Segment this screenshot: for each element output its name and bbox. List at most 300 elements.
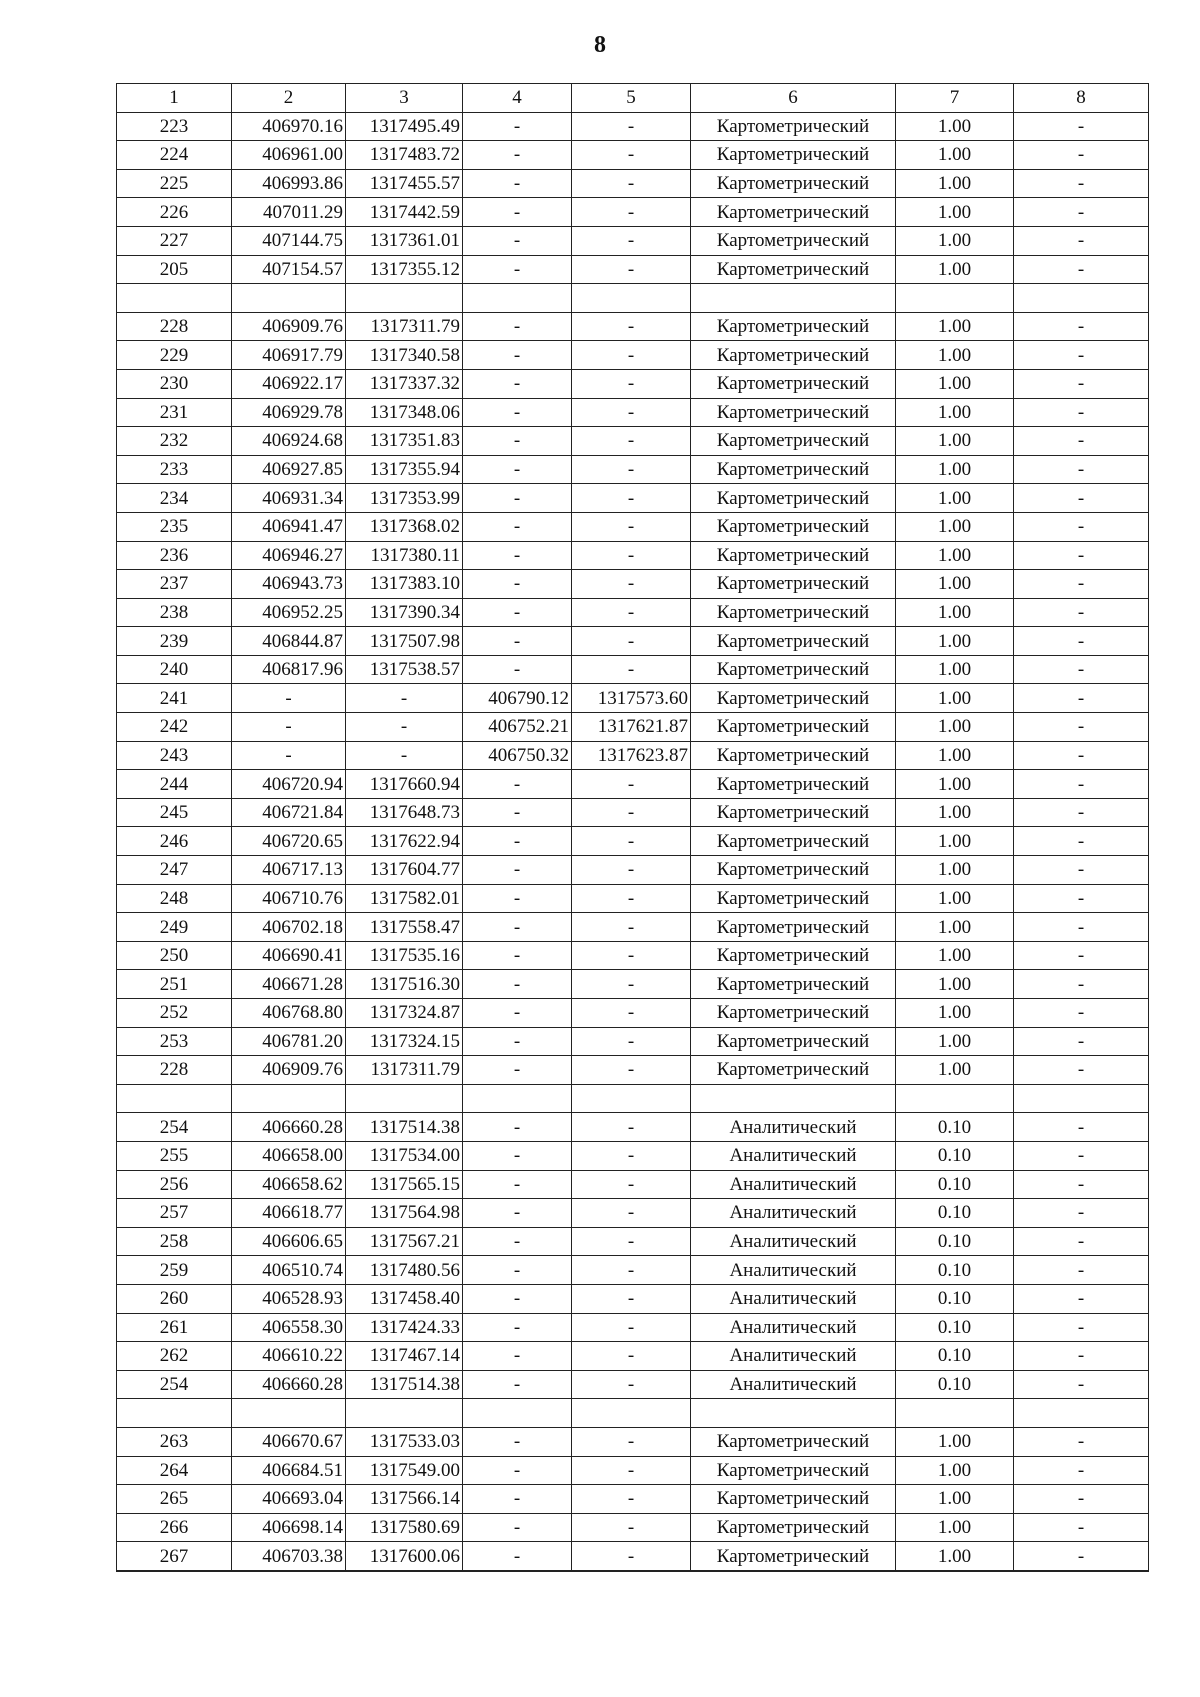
table-row [117,884,1149,913]
cell-y-alt: - [572,455,691,484]
cell-x-alt [463,1084,572,1113]
cell-y: 1317580.69 [346,1513,463,1542]
cell-accuracy: 1.00 [896,798,1014,827]
cell-accuracy: 0.10 [896,1227,1014,1256]
cell-x: 407154.57 [232,255,346,284]
cell-y-alt: - [572,770,691,799]
cell-point-number: 244 [117,770,232,799]
cell-y-alt: - [572,1456,691,1485]
cell-method: Картометрический [691,798,896,827]
cell-x-alt: - [463,884,572,913]
cell-x-alt: - [463,1056,572,1085]
cell-point-number: 224 [117,141,232,170]
cell-method: Картометрический [691,541,896,570]
table-row [117,856,1149,885]
cell-accuracy: 1.00 [896,741,1014,770]
cell-note: - [1014,484,1149,513]
cell-point-number: 235 [117,512,232,541]
cell-accuracy: 1.00 [896,341,1014,370]
cell-note: - [1014,541,1149,570]
cell-x-alt: - [463,655,572,684]
cell-x: 406970.16 [232,112,346,141]
cell-x: 406952.25 [232,598,346,627]
table-row [117,1113,1149,1142]
cell-point-number: 250 [117,941,232,970]
table-row [117,970,1149,999]
cell-y: 1317458.40 [346,1284,463,1313]
cell-accuracy: 1.00 [896,141,1014,170]
cell-method: Картометрический [691,1056,896,1085]
cell-note: - [1014,226,1149,255]
cell-point-number: 254 [117,1370,232,1399]
cell-y-alt: - [572,1284,691,1313]
cell-point-number: 238 [117,598,232,627]
cell-x-alt: - [463,1542,572,1571]
cell-method: Картометрический [691,999,896,1028]
cell-note [1014,1399,1149,1428]
cell-point-number: 267 [117,1542,232,1571]
cell-point-number: 257 [117,1199,232,1228]
cell-x [232,1084,346,1113]
cell-y-alt: 1317573.60 [572,684,691,713]
table-row [117,312,1149,341]
cell-accuracy: 0.10 [896,1370,1014,1399]
cell-method: Картометрический [691,1427,896,1456]
cell-accuracy: 1.00 [896,884,1014,913]
table-row [117,941,1149,970]
cell-method: Картометрический [691,1542,896,1571]
cell-y-alt: - [572,1370,691,1399]
cell-x: 406720.65 [232,827,346,856]
cell-accuracy: 1.00 [896,770,1014,799]
cell-point-number: 258 [117,1227,232,1256]
cell-x: 406720.94 [232,770,346,799]
cell-y [346,284,463,313]
cell-note: - [1014,341,1149,370]
cell-note: - [1014,827,1149,856]
cell-note: - [1014,570,1149,599]
cell-method: Картометрический [691,741,896,770]
cell-method: Картометрический [691,341,896,370]
cell-y-alt: - [572,255,691,284]
cell-accuracy: 1.00 [896,970,1014,999]
cell-y: 1317567.21 [346,1227,463,1256]
cell-point-number [117,284,232,313]
cell-accuracy: 1.00 [896,713,1014,742]
cell-accuracy: 1.00 [896,856,1014,885]
cell-x-alt: - [463,627,572,656]
cell-y-alt: - [572,1170,691,1199]
cell-note: - [1014,312,1149,341]
cell-x: 406610.22 [232,1342,346,1371]
cell-y: 1317558.47 [346,913,463,942]
cell-point-number: 247 [117,856,232,885]
cell-y: 1317390.34 [346,598,463,627]
cell-accuracy: 1.00 [896,255,1014,284]
cell-point-number: 229 [117,341,232,370]
cell-y-alt: - [572,856,691,885]
cell-accuracy: 1.00 [896,398,1014,427]
table-row [117,112,1149,141]
cell-note: - [1014,598,1149,627]
cell-y: 1317507.98 [346,627,463,656]
cell-x-alt: - [463,226,572,255]
cell-method: Картометрический [691,255,896,284]
cell-x: 406698.14 [232,1513,346,1542]
cell-note: - [1014,112,1149,141]
cell-y-alt: - [572,655,691,684]
table-row [117,1056,1149,1085]
cell-accuracy: 1.00 [896,1056,1014,1085]
table-header-row [117,84,1149,113]
cell-method: Аналитический [691,1342,896,1371]
table-row [117,341,1149,370]
cell-y: 1317324.15 [346,1027,463,1056]
cell-y: 1317483.72 [346,141,463,170]
table-row [117,1513,1149,1542]
cell-note: - [1014,455,1149,484]
cell-note: - [1014,512,1149,541]
cell-x: 406929.78 [232,398,346,427]
cell-accuracy: 1.00 [896,427,1014,456]
cell-x-alt: - [463,112,572,141]
cell-point-number: 249 [117,913,232,942]
cell-y-alt [572,284,691,313]
cell-y: 1317348.06 [346,398,463,427]
cell-x-alt: - [463,1199,572,1228]
cell-method: Картометрический [691,1513,896,1542]
cell-y: 1317533.03 [346,1427,463,1456]
cell-x: 406943.73 [232,570,346,599]
cell-point-number [117,1084,232,1113]
cell-point-number: 263 [117,1427,232,1456]
cell-x: 406909.76 [232,312,346,341]
table-row [117,1141,1149,1170]
cell-note: - [1014,1199,1149,1228]
cell-note: - [1014,1513,1149,1542]
table-row [117,913,1149,942]
cell-accuracy [896,1084,1014,1113]
cell-y: 1317534.00 [346,1141,463,1170]
cell-method: Картометрический [691,598,896,627]
column-header: 6 [691,84,896,113]
cell-method: Аналитический [691,1256,896,1285]
cell-point-number: 228 [117,1056,232,1085]
table-row [117,455,1149,484]
cell-method: Аналитический [691,1170,896,1199]
cell-accuracy: 1.00 [896,226,1014,255]
cell-accuracy [896,284,1014,313]
cell-method: Аналитический [691,1227,896,1256]
table-row [117,1170,1149,1199]
cell-x: - [232,713,346,742]
cell-y: 1317442.59 [346,198,463,227]
table-row [117,369,1149,398]
column-header: 5 [572,84,691,113]
cell-note: - [1014,1313,1149,1342]
cell-x-alt: - [463,398,572,427]
cell-point-number: 233 [117,455,232,484]
cell-x: 406702.18 [232,913,346,942]
column-header: 1 [117,84,232,113]
cell-point-number: 236 [117,541,232,570]
cell-x: 406558.30 [232,1313,346,1342]
cell-note: - [1014,999,1149,1028]
table-body [117,112,1149,1571]
cell-x-alt: - [463,570,572,599]
cell-accuracy: 1.00 [896,512,1014,541]
cell-point-number: 227 [117,226,232,255]
cell-x-alt [463,284,572,313]
cell-y: - [346,684,463,713]
cell-point-number: 248 [117,884,232,913]
cell-note: - [1014,1256,1149,1285]
cell-accuracy: 1.00 [896,1027,1014,1056]
cell-y: 1317351.83 [346,427,463,456]
cell-point-number: 256 [117,1170,232,1199]
cell-y: 1317549.00 [346,1456,463,1485]
cell-point-number: 205 [117,255,232,284]
cell-x [232,284,346,313]
cell-x: 406931.34 [232,484,346,513]
column-header: 4 [463,84,572,113]
cell-y-alt: 1317621.87 [572,713,691,742]
cell-note: - [1014,741,1149,770]
cell-point-number: 225 [117,169,232,198]
cell-accuracy: 1.00 [896,112,1014,141]
cell-point-number: 240 [117,655,232,684]
cell-method: Картометрический [691,398,896,427]
cell-x-alt: - [463,913,572,942]
cell-note: - [1014,1227,1149,1256]
cell-y-alt: - [572,341,691,370]
cell-x-alt: - [463,941,572,970]
cell-method: Картометрический [691,226,896,255]
cell-y: 1317516.30 [346,970,463,999]
table-row [117,226,1149,255]
cell-note [1014,284,1149,313]
cell-method [691,1399,896,1428]
cell-point-number: 239 [117,627,232,656]
cell-y: - [346,713,463,742]
cell-accuracy: 0.10 [896,1313,1014,1342]
cell-y-alt: - [572,1113,691,1142]
column-header: 7 [896,84,1014,113]
cell-x: 406817.96 [232,655,346,684]
cell-accuracy: 1.00 [896,627,1014,656]
cell-accuracy: 0.10 [896,1256,1014,1285]
cell-x-alt: - [463,341,572,370]
cell-note [1014,1084,1149,1113]
cell-y: 1317337.32 [346,369,463,398]
cell-method: Картометрический [691,827,896,856]
cell-accuracy: 0.10 [896,1141,1014,1170]
cell-x-alt: - [463,856,572,885]
cell-y-alt: - [572,369,691,398]
column-header: 8 [1014,84,1149,113]
table-row [117,655,1149,684]
cell-accuracy: 0.10 [896,1284,1014,1313]
cell-y: 1317324.87 [346,999,463,1028]
cell-x: 406927.85 [232,455,346,484]
cell-x-alt: - [463,427,572,456]
cell-y-alt: - [572,913,691,942]
cell-x: 406660.28 [232,1113,346,1142]
cell-x: 406606.65 [232,1227,346,1256]
column-header: 2 [232,84,346,113]
cell-x-alt: - [463,770,572,799]
cell-note: - [1014,169,1149,198]
table-row [117,1342,1149,1371]
cell-x-alt: - [463,512,572,541]
cell-point-number: 246 [117,827,232,856]
cell-y: 1317380.11 [346,541,463,570]
cell-y-alt: - [572,827,691,856]
cell-y: 1317355.94 [346,455,463,484]
cell-y-alt: - [572,1342,691,1371]
cell-x-alt: - [463,1141,572,1170]
cell-note: - [1014,141,1149,170]
cell-note: - [1014,970,1149,999]
cell-x-alt: - [463,1313,572,1342]
cell-y-alt: - [572,169,691,198]
cell-y [346,1084,463,1113]
cell-accuracy: 1.00 [896,198,1014,227]
cell-y-alt: - [572,1227,691,1256]
cell-note: - [1014,684,1149,713]
table-row [117,999,1149,1028]
table-row [117,827,1149,856]
cell-accuracy: 1.00 [896,455,1014,484]
cell-note: - [1014,1056,1149,1085]
table-row [117,1199,1149,1228]
cell-method: Картометрический [691,1456,896,1485]
cell-x: 406703.38 [232,1542,346,1571]
cell-method [691,284,896,313]
cell-x: 406671.28 [232,970,346,999]
table-row [117,255,1149,284]
cell-method: Аналитический [691,1313,896,1342]
cell-method: Картометрический [691,1027,896,1056]
cell-x: 406690.41 [232,941,346,970]
cell-x-alt: - [463,198,572,227]
cell-accuracy: 1.00 [896,169,1014,198]
cell-y-alt: - [572,198,691,227]
cell-note: - [1014,798,1149,827]
cell-y-alt: - [572,427,691,456]
cell-note: - [1014,1284,1149,1313]
cell-y-alt: - [572,1141,691,1170]
cell-y-alt: 1317623.87 [572,741,691,770]
cell-note: - [1014,1113,1149,1142]
cell-point-number: 251 [117,970,232,999]
cell-y-alt: - [572,1313,691,1342]
table-row [117,198,1149,227]
table-row [117,398,1149,427]
cell-method [691,1084,896,1113]
cell-x: - [232,741,346,770]
cell-x: 406660.28 [232,1370,346,1399]
cell-accuracy: 0.10 [896,1199,1014,1228]
cell-x: 406528.93 [232,1284,346,1313]
cell-y-alt: - [572,1056,691,1085]
cell-method: Картометрический [691,312,896,341]
table-row [117,484,1149,513]
cell-y-alt: - [572,1199,691,1228]
cell-note: - [1014,1485,1149,1514]
cell-point-number: 242 [117,713,232,742]
cell-accuracy: 1.00 [896,484,1014,513]
cell-y: 1317514.38 [346,1370,463,1399]
cell-point-number: 265 [117,1485,232,1514]
cell-x-alt: - [463,1485,572,1514]
cell-accuracy: 0.10 [896,1170,1014,1199]
cell-note: - [1014,1342,1149,1371]
cell-y-alt: - [572,627,691,656]
cell-note: - [1014,856,1149,885]
cell-method: Картометрический [691,427,896,456]
cell-method: Картометрический [691,770,896,799]
cell-y-alt: - [572,484,691,513]
cell-y: 1317340.58 [346,341,463,370]
cell-y: 1317535.16 [346,941,463,970]
cell-x-alt: - [463,1027,572,1056]
cell-y-alt: - [572,1542,691,1571]
table-row [117,169,1149,198]
table-row [117,798,1149,827]
table-row [117,1485,1149,1514]
cell-x-alt: - [463,1427,572,1456]
table-row [117,1456,1149,1485]
cell-x: 406510.74 [232,1256,346,1285]
table-row [117,427,1149,456]
cell-y-alt: - [572,884,691,913]
cell-y: 1317566.14 [346,1485,463,1514]
cell-y: 1317455.57 [346,169,463,198]
cell-x: 406909.76 [232,1056,346,1085]
cell-note: - [1014,1456,1149,1485]
cell-method: Картометрический [691,655,896,684]
cell-point-number: 237 [117,570,232,599]
page-number: 8 [594,32,606,58]
table-row [117,1542,1149,1571]
cell-accuracy: 1.00 [896,541,1014,570]
cell-accuracy: 1.00 [896,913,1014,942]
cell-method: Картометрический [691,198,896,227]
cell-method: Картометрический [691,856,896,885]
cell-note: - [1014,1027,1149,1056]
cell-accuracy: 1.00 [896,312,1014,341]
cell-y-alt: - [572,112,691,141]
cell-method: Картометрический [691,570,896,599]
cell-point-number: 232 [117,427,232,456]
cell-x: 407011.29 [232,198,346,227]
cell-x-alt: - [463,1342,572,1371]
cell-point-number: 234 [117,484,232,513]
cell-x-alt: 406790.12 [463,684,572,713]
cell-x [232,1399,346,1428]
cell-point-number: 264 [117,1456,232,1485]
cell-y-alt: - [572,598,691,627]
table-row [117,512,1149,541]
cell-y-alt: - [572,1513,691,1542]
cell-note: - [1014,713,1149,742]
cell-y-alt: - [572,999,691,1028]
cell-x: 406717.13 [232,856,346,885]
cell-x: 406618.77 [232,1199,346,1228]
cell-x: 406946.27 [232,541,346,570]
cell-y-alt: - [572,541,691,570]
